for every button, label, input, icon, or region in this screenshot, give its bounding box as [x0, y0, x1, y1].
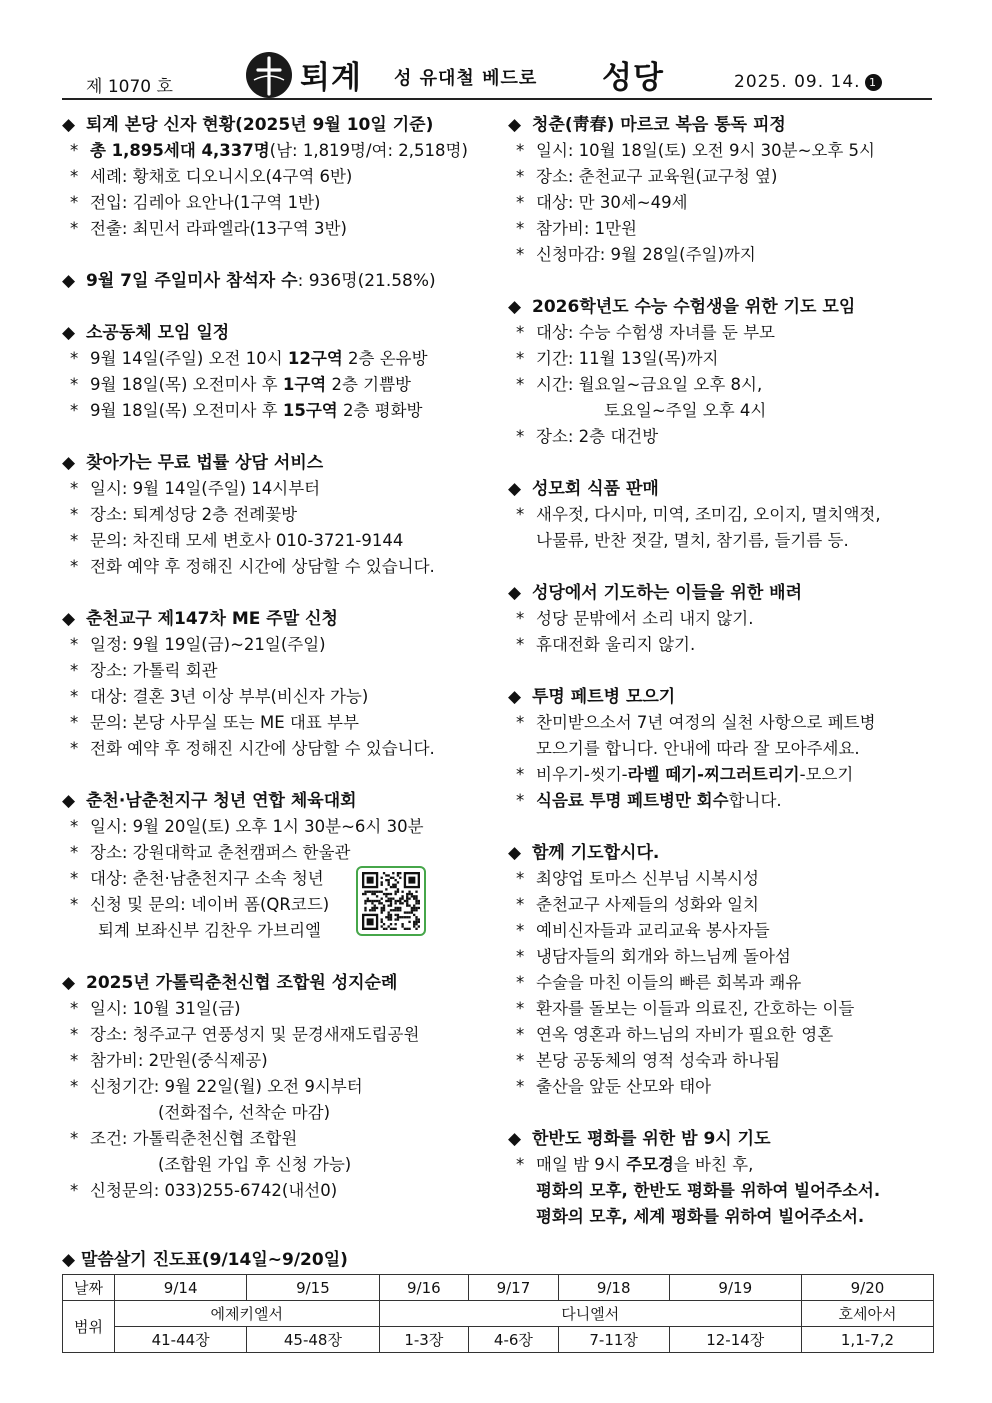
notice-item: 나물류, 반찬 젓갈, 멸치, 참기름, 들기름 등. — [536, 531, 849, 550]
notice-item: * 세례: 황채호 디오니시오(4구역 6반) — [62, 164, 502, 190]
schedule-date: 9/18 — [558, 1275, 669, 1301]
section-title: ◆ 퇴계 본당 신자 현황(2025년 9월 10일 기준) — [62, 112, 502, 138]
notice-item: * 참가비: 1만원 — [508, 216, 938, 242]
asterisk-bullet-icon: * — [70, 167, 79, 186]
asterisk-bullet-icon: * — [70, 869, 79, 888]
asterisk-bullet-icon: * — [516, 1155, 525, 1174]
notice-section — [508, 112, 938, 268]
church-suffix: 성당 — [602, 60, 664, 96]
notice-item: * 비우기-씻기-라벨 떼기-찌그러트리기-모으기 — [508, 762, 938, 788]
asterisk-bullet-icon: * — [516, 1077, 525, 1096]
asterisk-bullet-icon: * — [516, 375, 525, 394]
asterisk-bullet-icon: * — [70, 895, 79, 914]
asterisk-bullet-icon: * — [516, 999, 525, 1018]
asterisk-bullet-icon: * — [516, 791, 525, 810]
asterisk-bullet-icon: * — [70, 999, 79, 1018]
notice-section — [508, 840, 938, 1100]
notice-item: 퇴계 보좌신부 김찬우 가브리엘 — [98, 921, 321, 940]
right-column — [508, 112, 938, 1256]
notice-item: * 대상: 만 30세~49세 — [508, 190, 938, 216]
notice-section — [508, 294, 938, 450]
notice-item: * 전화 예약 후 정해진 시간에 상담할 수 있습니다. — [62, 554, 502, 580]
notice-section — [62, 606, 502, 762]
notice-item: * 출산을 앞둔 산모와 태아 — [508, 1074, 938, 1100]
schedule-chapters: 7-11장 — [558, 1327, 669, 1353]
diamond-bullet-icon: ◆ — [508, 843, 522, 863]
asterisk-bullet-icon: * — [516, 1025, 525, 1044]
asterisk-bullet-icon: * — [70, 375, 79, 394]
asterisk-bullet-icon: * — [516, 921, 525, 940]
notice-section — [62, 788, 502, 944]
notice-item: * 신청문의: 033)255-6742(내선0) — [62, 1178, 502, 1204]
asterisk-bullet-icon: * — [70, 531, 79, 550]
notice-item: * 장소: 춘천교구 교육원(교구청 옆) — [508, 164, 938, 190]
notice-item: * 환자를 돌보는 이들과 의료진, 간호하는 이들 — [508, 996, 938, 1022]
diamond-bullet-icon: ◆ — [508, 297, 522, 317]
notice-item: * 예비신자들과 교리교육 봉사자들 — [508, 918, 938, 944]
notice-item: * 전화 예약 후 정해진 시간에 상담할 수 있습니다. — [62, 736, 502, 762]
asterisk-bullet-icon: * — [70, 713, 79, 732]
asterisk-bullet-icon: * — [516, 193, 525, 212]
section-title: ◆ 2025년 가톨릭춘천신협 조합원 성지순례 — [62, 970, 502, 996]
section-title: ◆ 2026학년도 수능 수험생을 위한 기도 모임 — [508, 294, 938, 320]
notice-item: * 문의: 본당 사무실 또는 ME 대표 부부 — [62, 710, 502, 736]
asterisk-bullet-icon: * — [70, 479, 79, 498]
section-title: ◆ 춘천·남춘천지구 청년 연합 체육대회 — [62, 788, 502, 814]
notice-item: * 참가비: 2만원(중식제공) — [62, 1048, 502, 1074]
schedule-date: 9/19 — [669, 1275, 801, 1301]
notice-section — [62, 320, 502, 424]
notice-item: * 대상: 춘천·남춘천지구 소속 청년 — [62, 866, 502, 892]
asterisk-bullet-icon: * — [70, 505, 79, 524]
asterisk-bullet-icon: * — [516, 245, 525, 264]
schedule-date: 9/15 — [247, 1275, 379, 1301]
section-title: ◆ 찾아가는 무료 법률 상담 서비스 — [62, 450, 502, 476]
notice-item: * 장소: 강원대학교 춘천캠퍼스 한울관 — [62, 840, 502, 866]
asterisk-bullet-icon: * — [516, 505, 525, 524]
asterisk-bullet-icon: * — [516, 141, 525, 160]
week-badge: 1 — [865, 74, 882, 91]
section-title: ◆ 9월 7일 주일미사 참석자 수: 936명(21.58%) — [62, 268, 502, 294]
notice-item: * 대상: 수능 수험생 자녀를 둔 부모 — [508, 320, 938, 346]
section-title: ◆ 함께 기도합시다. — [508, 840, 938, 866]
notice-section — [508, 684, 938, 814]
notice-item: * 일시: 9월 14일(주일) 14시부터 — [62, 476, 502, 502]
notice-item: * 문의: 차진태 모세 변호사 010-3721-9144 — [62, 528, 502, 554]
notice-item: * 찬미받으소서 7년 여정의 실천 사항으로 페트병 — [508, 710, 938, 736]
section-title: ◆ 춘천교구 제147차 ME 주말 신청 — [62, 606, 502, 632]
asterisk-bullet-icon: * — [516, 869, 525, 888]
asterisk-bullet-icon: * — [70, 1051, 79, 1070]
notice-item: * 휴대전화 울리지 않기. — [508, 632, 938, 658]
bible-reading-schedule — [62, 1245, 934, 1353]
asterisk-bullet-icon: * — [70, 1025, 79, 1044]
schedule-chapters: 41-44장 — [115, 1327, 247, 1353]
notice-item: * 9월 18일(목) 오전미사 후 1구역 2층 기쁨방 — [62, 372, 502, 398]
notice-item: 토요일~주일 오후 4시 — [604, 401, 767, 420]
schedule-date: 9/16 — [379, 1275, 469, 1301]
diamond-bullet-icon: ◆ — [508, 583, 522, 603]
schedule-chapters: 4-6장 — [469, 1327, 559, 1353]
asterisk-bullet-icon: * — [516, 167, 525, 186]
qr-code-icon[interactable] — [356, 866, 426, 936]
notice-item: * 냉담자들의 회개와 하느님께 돌아섬 — [508, 944, 938, 970]
asterisk-bullet-icon: * — [70, 401, 79, 420]
asterisk-bullet-icon: * — [516, 947, 525, 966]
asterisk-bullet-icon: * — [516, 219, 525, 238]
asterisk-bullet-icon: * — [516, 765, 525, 784]
asterisk-bullet-icon: * — [70, 193, 79, 212]
notice-item: 모으기를 합니다. 안내에 따라 잘 모아주세요. — [536, 739, 860, 758]
diamond-bullet-icon: ◆ — [508, 479, 522, 499]
diamond-bullet-icon: ◆ — [62, 453, 76, 473]
asterisk-bullet-icon: * — [70, 219, 79, 238]
section-title: ◆ 소공동체 모임 일정 — [62, 320, 502, 346]
schedule-chapters: 12-14장 — [669, 1327, 801, 1353]
notice-item: * 매일 밤 9시 주모경을 바친 후, — [508, 1152, 938, 1178]
asterisk-bullet-icon: * — [516, 895, 525, 914]
asterisk-bullet-icon: * — [516, 609, 525, 628]
issue-number: 제 1070 호 — [86, 77, 173, 97]
asterisk-bullet-icon: * — [70, 1181, 79, 1200]
range-label: 범위 — [63, 1301, 115, 1353]
schedule-date: 9/20 — [801, 1275, 933, 1301]
notice-item: (조합원 가입 후 신청 가능) — [158, 1155, 352, 1174]
asterisk-bullet-icon: * — [70, 635, 79, 654]
notice-item: * 본당 공동체의 영적 성숙과 하나됨 — [508, 1048, 938, 1074]
asterisk-bullet-icon: * — [516, 427, 525, 446]
section-title: ◆ 투명 페트병 모으기 — [508, 684, 938, 710]
schedule-book: 에제키엘서 — [115, 1301, 380, 1327]
asterisk-bullet-icon: * — [516, 973, 525, 992]
schedule-date: 9/17 — [469, 1275, 559, 1301]
notice-item: (전화접수, 선착순 마감) — [158, 1103, 331, 1122]
notice-item: * 최양업 토마스 신부님 시복시성 — [508, 866, 938, 892]
notice-item: * 기간: 11월 13일(목)까지 — [508, 346, 938, 372]
church-patron: 성 유대철 베드로 — [394, 68, 538, 89]
notice-item: * 신청마감: 9월 28일(주일)까지 — [508, 242, 938, 268]
diamond-bullet-icon: ◆ — [508, 687, 522, 707]
section-title: ◆ 성모회 식품 판매 — [508, 476, 938, 502]
notice-item: * 식음료 투명 페트병만 회수합니다. — [508, 788, 938, 814]
notice-item: * 총 1,895세대 4,337명(남: 1,819명/여: 2,518명) — [62, 138, 502, 164]
diamond-bullet-icon: ◆ — [62, 271, 76, 291]
church-cross-logo-icon — [244, 50, 294, 100]
church-name: 퇴계 — [300, 60, 362, 96]
notice-item: * 일시: 10월 18일(토) 오전 9시 30분~오후 5시 — [508, 138, 938, 164]
schedule-book: 호세아서 — [801, 1301, 933, 1327]
notice-item: * 춘천교구 사제들의 성화와 일치 — [508, 892, 938, 918]
notice-item: 평화의 모후, 한반도 평화를 위하여 빌어주소서. — [536, 1181, 881, 1200]
notice-item: * 새우젓, 다시마, 미역, 조미김, 오이지, 멸치액젓, — [508, 502, 938, 528]
issue-date: 2025. 09. 14. 1 — [734, 72, 882, 92]
notice-item: * 신청기간: 9월 22일(월) 오전 9시부터 — [62, 1074, 502, 1100]
schedule-chapters: 1,1-7,2 — [801, 1327, 933, 1353]
asterisk-bullet-icon: * — [70, 739, 79, 758]
schedule-book: 다니엘서 — [379, 1301, 801, 1327]
notice-section — [62, 112, 502, 242]
asterisk-bullet-icon: * — [70, 557, 79, 576]
asterisk-bullet-icon: * — [516, 635, 525, 654]
asterisk-bullet-icon: * — [70, 687, 79, 706]
notice-item: * 일시: 10월 31일(금) — [62, 996, 502, 1022]
notice-item: * 수술을 마친 이들의 빠른 회복과 쾌유 — [508, 970, 938, 996]
notice-item: * 성당 문밖에서 소리 내지 않기. — [508, 606, 938, 632]
notice-item: * 9월 18일(목) 오전미사 후 15구역 2층 평화방 — [62, 398, 502, 424]
schedule-title: ◆ 말씀살기 진도표(9/14일~9/20일) — [62, 1250, 348, 1270]
left-column — [62, 112, 502, 1230]
schedule-chapters: 45-48장 — [247, 1327, 379, 1353]
asterisk-bullet-icon: * — [70, 1129, 79, 1148]
asterisk-bullet-icon: * — [516, 713, 525, 732]
asterisk-bullet-icon: * — [516, 323, 525, 342]
section-title: ◆ 한반도 평화를 위한 밤 9시 기도 — [508, 1126, 938, 1152]
diamond-bullet-icon: ◆ — [62, 791, 76, 811]
notice-section — [62, 450, 502, 580]
schedule-chapters: 1-3장 — [379, 1327, 469, 1353]
notice-item: * 장소: 퇴계성당 2층 전례꽃방 — [62, 502, 502, 528]
diamond-bullet-icon: ◆ — [62, 973, 76, 993]
asterisk-bullet-icon: * — [70, 817, 79, 836]
notice-item: * 9월 14일(주일) 오전 10시 12구역 2층 온유방 — [62, 346, 502, 372]
asterisk-bullet-icon: * — [516, 349, 525, 368]
notice-item: 평화의 모후, 세계 평화를 위하여 빌어주소서. — [536, 1207, 865, 1226]
notice-item: * 전입: 김레아 요안나(1구역 1반) — [62, 190, 502, 216]
notice-item: * 신청 및 문의: 네이버 폼(QR코드) — [62, 892, 502, 918]
notice-item: * 시간: 월요일~금요일 오후 8시, — [508, 372, 938, 398]
notice-section — [62, 970, 502, 1204]
asterisk-bullet-icon: * — [70, 141, 79, 160]
notice-section — [508, 580, 938, 658]
notice-item: * 일정: 9월 19일(금)~21일(주일) — [62, 632, 502, 658]
notice-item: * 장소: 청주교구 연풍성지 및 문경새재도립공원 — [62, 1022, 502, 1048]
notice-section — [508, 476, 938, 554]
asterisk-bullet-icon: * — [70, 349, 79, 368]
diamond-bullet-icon: ◆ — [508, 115, 522, 135]
date-label: 날짜 — [63, 1275, 115, 1301]
diamond-bullet-icon: ◆ — [508, 1129, 522, 1149]
section-title: ◆ 청춘(靑春) 마르코 복음 통독 피정 — [508, 112, 938, 138]
section-title: ◆ 성당에서 기도하는 이들을 위한 배려 — [508, 580, 938, 606]
notice-item: * 일시: 9월 20일(토) 오후 1시 30분~6시 30분 — [62, 814, 502, 840]
notice-item: * 연옥 영혼과 하느님의 자비가 필요한 영혼 — [508, 1022, 938, 1048]
asterisk-bullet-icon: * — [516, 1051, 525, 1070]
schedule-table — [62, 1274, 934, 1353]
notice-item: * 전출: 최민서 라파엘라(13구역 3반) — [62, 216, 502, 242]
diamond-bullet-icon: ◆ — [62, 115, 76, 135]
diamond-bullet-icon: ◆ — [62, 609, 76, 629]
notice-section — [508, 1126, 938, 1230]
asterisk-bullet-icon: * — [70, 843, 79, 862]
notice-item: * 조건: 가톨릭춘천신협 조합원 — [62, 1126, 502, 1152]
diamond-bullet-icon: ◆ — [62, 323, 76, 343]
notice-item: * 장소: 가톨릭 회관 — [62, 658, 502, 684]
notice-item: * 대상: 결혼 3년 이상 부부(비신자 가능) — [62, 684, 502, 710]
newsletter-header — [62, 46, 932, 100]
notice-section — [62, 268, 502, 294]
asterisk-bullet-icon: * — [70, 1077, 79, 1096]
asterisk-bullet-icon: * — [70, 661, 79, 680]
schedule-date: 9/14 — [115, 1275, 247, 1301]
notice-item: * 장소: 2층 대건방 — [508, 424, 938, 450]
